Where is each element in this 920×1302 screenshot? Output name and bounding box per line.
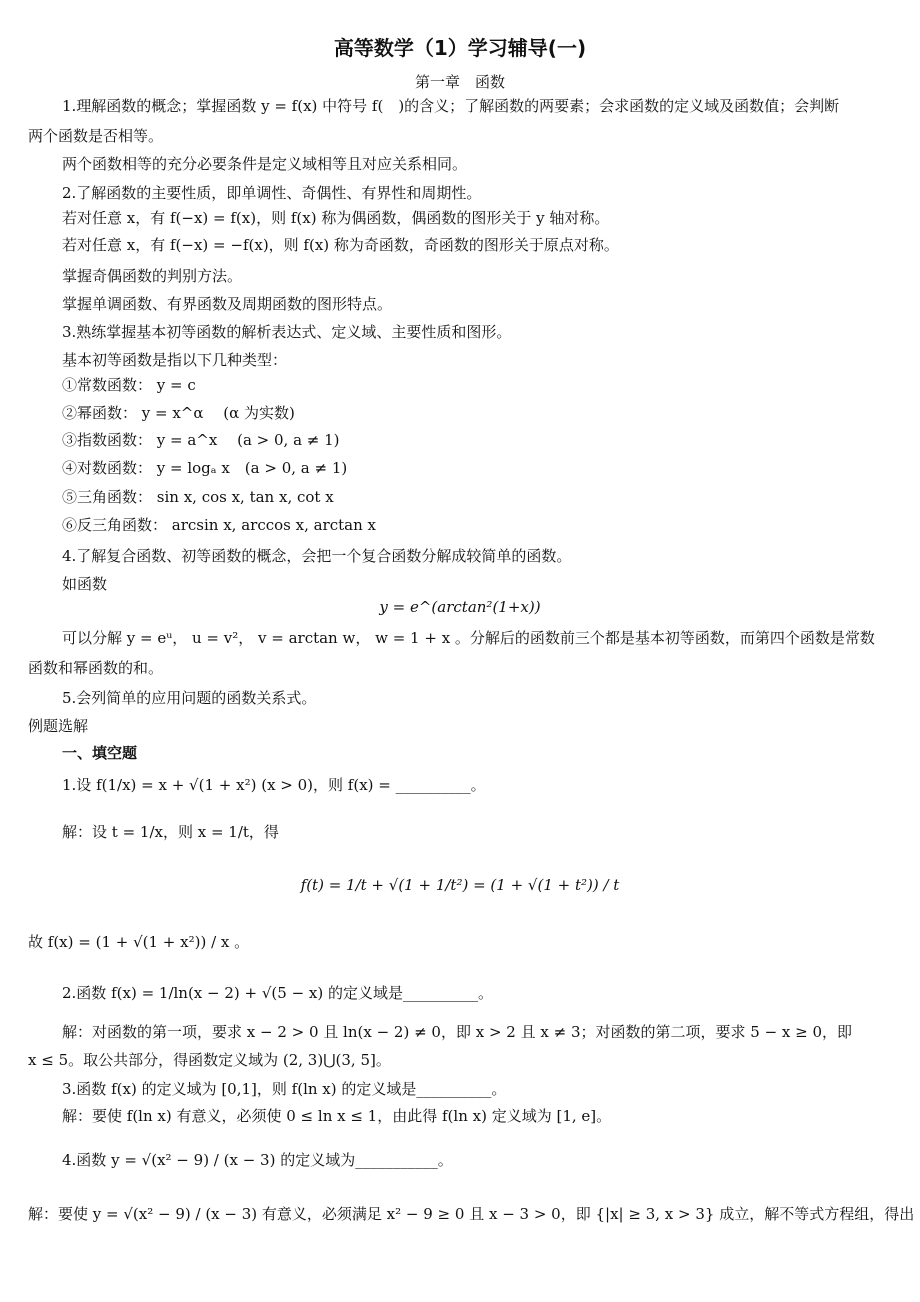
text-line: 掌握奇偶函数的判别方法。 [62, 267, 243, 285]
text-line: 4.函数 y = √(x² − 9) / (x − 3) 的定义域为___________。 [62, 1151, 453, 1169]
chapter-heading: 第一章 函数 [414, 73, 505, 91]
text-line: x ≤ 5。取公共部分，得函数定义域为 (2, 3)⋃(3, 5]。 [28, 1051, 391, 1069]
text-line: 2.函数 f(x) = 1/ln(x − 2) + √(5 − x) 的定义域是__________。 [62, 984, 494, 1002]
text-line: 解：要使 f(ln x) 有意义，必须使 0 ≤ ln x ≤ 1，由此得 f(ln x) 定义域为 [1, e]。 [62, 1107, 612, 1125]
text-line: ③指数函数： y = a^x (a > 0, a ≠ 1) [62, 431, 340, 449]
text-line: 两个函数是否相等。 [28, 127, 164, 145]
text-line: 4.了解复合函数、初等函数的概念，会把一个复合函数分解成较简单的函数。 [62, 547, 572, 565]
composite-function-equation: y = e^(arctan²(1+x)) [379, 598, 541, 616]
text-line: 若对任意 x，有 f(−x) = f(x)，则 f(x) 称为偶函数，偶函数的图形关于 y 轴对称。 [62, 209, 610, 227]
text-line: 3.熟练掌握基本初等函数的解析表达式、定义域、主要性质和图形。 [62, 323, 512, 341]
text-line: 两个函数相等的充分必要条件是定义域相等且对应关系相同。 [62, 155, 468, 173]
text-line: 解：要使 y = √(x² − 9) / (x − 3) 有意义，必须满足 x² − 9 ≥ 0 且 x − 3 > 0，即 {|x| ≥ 3, x > 3} 成立，解不等式方程组，得出 [28, 1205, 915, 1223]
text-line: 例题选解 [28, 717, 89, 735]
text-line: 故 f(x) = (1 + √(1 + x²)) / x 。 [28, 933, 250, 951]
text-line: 1.理解函数的概念；掌握函数 y = f(x) 中符号 f( )的含义；了解函数的两要素；会求函数的定义域及函数值；会判断 [62, 97, 840, 115]
text-line: ②幂函数： y = x^α (α 为实数) [62, 404, 295, 422]
page-title: 高等数学（1）学习辅导(一) [333, 36, 587, 60]
text-line: 若对任意 x，有 f(−x) = −f(x)，则 f(x) 称为奇函数，奇函数的图形关于原点对称。 [62, 236, 619, 254]
text-line: 2.了解函数的主要性质，即单调性、奇偶性、有界性和周期性。 [62, 184, 482, 202]
text-line: 函数和幂函数的和。 [28, 659, 164, 677]
text-line: 解：设 t = 1/x，则 x = 1/t，得 [62, 823, 279, 841]
text-line: 5.会列简单的应用问题的函数关系式。 [62, 689, 317, 707]
text-line: ⑥反三角函数： arcsin x, arccos x, arctan x [62, 516, 376, 534]
text-line: ⑤三角函数： sin x, cos x, tan x, cot x [62, 488, 334, 506]
text-line: ①常数函数： y = c [62, 376, 196, 394]
ft-equation: f(t) = 1/t + √(1 + 1/t²) = (1 + √(1 + t²)) / t [300, 876, 620, 894]
text-line: 基本初等函数是指以下几种类型： [62, 351, 288, 369]
text-line: 可以分解 y = eᵘ， u = v²， v = arctan w， w = 1 + x 。分解后的函数前三个都是基本初等函数，而第四个函数是常数 [62, 629, 875, 647]
section-heading: 一、填空题 [62, 744, 138, 762]
text-line: 解：对函数的第一项，要求 x − 2 > 0 且 ln(x − 2) ≠ 0，即 x > 2 且 x ≠ 3；对函数的第二项，要求 5 − x ≥ 0，即 [62, 1023, 853, 1041]
text-line: 3.函数 f(x) 的定义域为 [0,1]，则 f(ln x) 的定义域是__________。 [62, 1080, 507, 1098]
text-line: 1.设 f(1/x) = x + √(1 + x²) (x > 0)，则 f(x) = __________。 [62, 776, 486, 794]
text-line: ④对数函数： y = logₐ x (a > 0, a ≠ 1) [62, 459, 348, 477]
text-line: 如函数 [62, 575, 108, 593]
text-line: 掌握单调函数、有界函数及周期函数的图形特点。 [62, 295, 393, 313]
